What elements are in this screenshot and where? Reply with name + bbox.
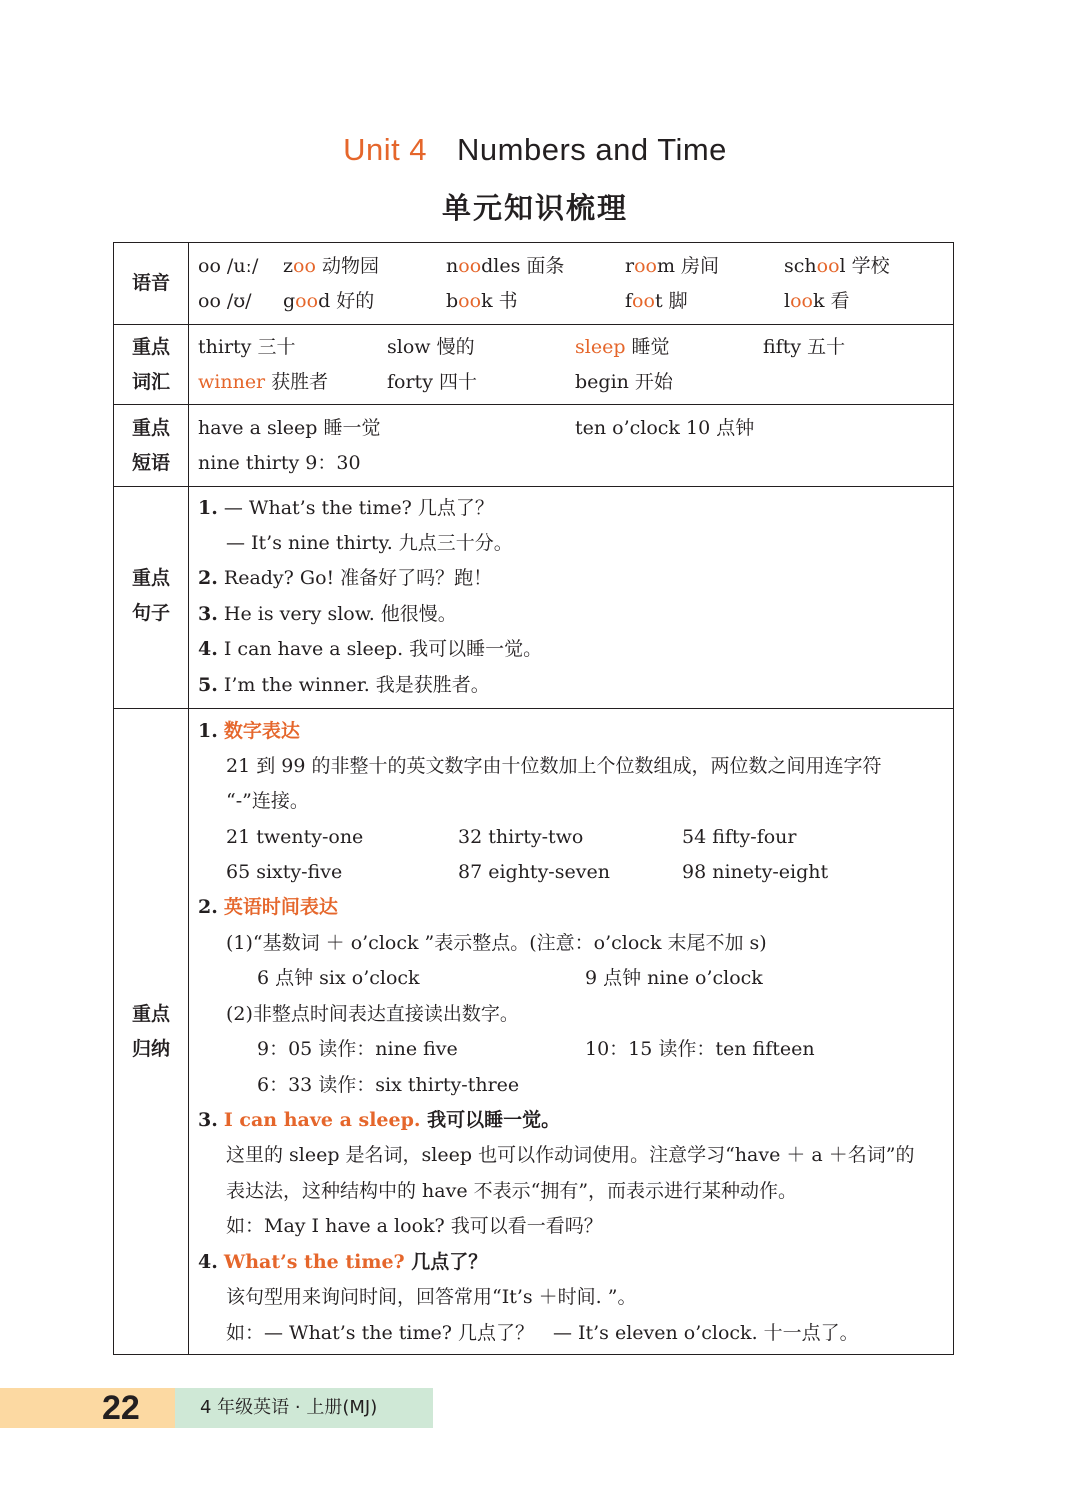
summary-text: 如：May I have a look? 我可以看一看吗？ <box>226 1215 603 1237</box>
phonics-word: good 好的 <box>283 290 375 312</box>
number-example: 98 ninety-eight <box>682 861 829 883</box>
number-example: 87 eighty-seven <box>458 861 610 883</box>
column-divider <box>188 243 189 1354</box>
phonics-word: zoo 动物园 <box>283 255 379 277</box>
sentence-line: 3. He is very slow. 他很慢。 <box>198 603 457 625</box>
row-label-phrases: 短语 <box>131 452 170 474</box>
summary-heading: 4. What’s the time? 几点了？ <box>198 1251 488 1273</box>
time-example: 6 点钟 six o’clock <box>257 967 420 989</box>
summary-text: (2)非整点时间表达直接读出数字。 <box>226 1003 519 1025</box>
number-example: 65 sixty-five <box>226 861 343 883</box>
row-label-sentences: 重点 <box>131 567 170 589</box>
number-example: 54 fifty-four <box>682 826 797 848</box>
vocab-item: fifty 五十 <box>763 336 846 358</box>
phonics-word: book 书 <box>446 290 518 312</box>
summary-heading: 2. 英语时间表达 <box>198 896 338 918</box>
summary-text: 这里的 sleep 是名词，sleep 也可以作动词使用。注意学习“have ＋ a ＋名词”的 <box>226 1144 915 1166</box>
time-example: 10：15 读作：ten fifteen <box>585 1038 815 1060</box>
row-divider <box>114 324 953 325</box>
row-label-summary: 重点 <box>131 1003 170 1025</box>
phonics-sound-2: oo /ʊ/ <box>198 290 252 312</box>
phrase-item: ten o’clock 10 点钟 <box>575 417 755 439</box>
sentence-line: 4. I can have a sleep. 我可以睡一觉。 <box>198 638 543 660</box>
vocab-item: thirty 三十 <box>198 336 296 358</box>
sentence-line: — It’s nine thirty. 九点三十分。 <box>226 532 513 554</box>
unit-name: Numbers and Time <box>457 132 727 167</box>
phonics-word: noodles 面条 <box>446 255 565 277</box>
book-title: 4 年级英语 · 上册(MJ) <box>200 1397 378 1418</box>
knowledge-table <box>113 242 954 1355</box>
vocab-item: sleep 睡觉 <box>575 336 670 358</box>
footer-page-band <box>0 1388 175 1428</box>
vocab-item: begin 开始 <box>575 371 673 393</box>
vocab-item: winner 获胜者 <box>198 371 329 393</box>
vocab-item: slow 慢的 <box>387 336 475 358</box>
section-subtitle: 单元知识梳理 <box>441 191 628 225</box>
row-label-summary: 归纳 <box>131 1038 170 1060</box>
phonics-word: room 房间 <box>625 255 720 277</box>
summary-heading: 1. 数字表达 <box>198 720 300 742</box>
summary-text: 21 到 99 的非整十的英文数字由十位数加上个位数组成，两位数之间用连字符 <box>226 755 882 777</box>
number-example: 32 thirty-two <box>458 826 584 848</box>
row-label-phonics: 语音 <box>131 272 170 294</box>
row-label-vocab: 词汇 <box>131 371 170 393</box>
time-example: 9 点钟 nine o’clock <box>585 967 763 989</box>
sentence-line: 2. Ready? Go! 准备好了吗？跑！ <box>198 567 493 589</box>
row-divider <box>114 404 953 405</box>
phonics-word: school 学校 <box>784 255 890 277</box>
summary-text: (1)“基数词 ＋ o’clock ”表示整点。(注意：o’clock 末尾不加 s) <box>226 932 767 954</box>
number-example: 21 twenty-one <box>226 826 364 848</box>
page-number: 22 <box>102 1389 140 1427</box>
phrase-item: have a sleep 睡一觉 <box>198 417 381 439</box>
unit-label: Unit 4 <box>343 132 428 167</box>
summary-text: “-”连接。 <box>226 790 309 812</box>
summary-text: 如：— What’s the time? 几点了？ — It’s eleven o’clock. 十一点了。 <box>226 1322 859 1344</box>
sentence-line: 5. I’m the winner. 我是获胜者。 <box>198 674 490 696</box>
time-example: 9：05 读作：nine five <box>257 1038 458 1060</box>
row-divider <box>114 486 953 487</box>
sentence-line: 1. — What’s the time? 几点了？ <box>198 497 494 519</box>
row-label-phrases: 重点 <box>131 417 170 439</box>
phonics-word: foot 脚 <box>625 290 688 312</box>
phonics-sound-1: oo /uː/ <box>198 255 259 277</box>
row-label-sentences: 句子 <box>131 602 170 624</box>
row-label-vocab: 重点 <box>131 336 170 358</box>
time-example: 6：33 读作：six thirty-three <box>257 1074 520 1096</box>
vocab-item: forty 四十 <box>387 371 477 393</box>
phrase-item: nine thirty 9：30 <box>198 452 361 474</box>
row-divider <box>114 708 953 709</box>
summary-heading: 3. I can have a sleep. 我可以睡一觉。 <box>198 1109 561 1131</box>
summary-text: 表达法，这种结构中的 have 不表示“拥有”，而表示进行某种动作。 <box>226 1180 798 1202</box>
summary-text: 该句型用来询问时间，回答常用“It’s ＋时间. ”。 <box>226 1286 637 1308</box>
phonics-word: look 看 <box>784 290 850 312</box>
unit-title <box>0 132 1070 168</box>
